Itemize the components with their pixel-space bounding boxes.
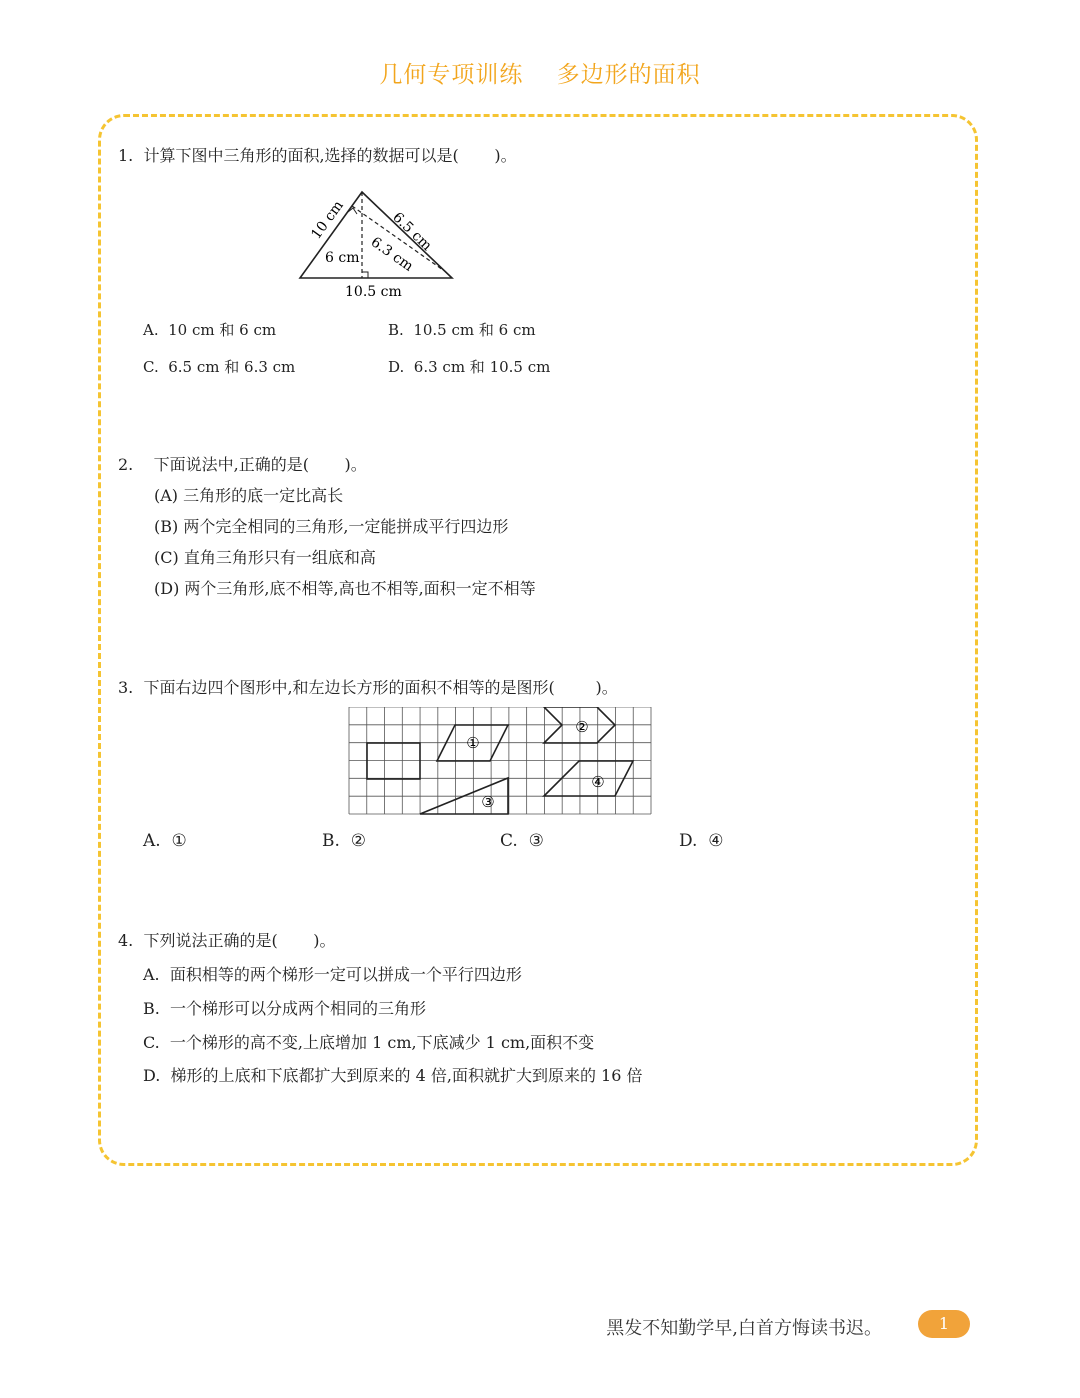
reference-rectangle xyxy=(367,743,420,779)
mark-3: ③ xyxy=(481,793,495,811)
q3-option-d: D. ④ xyxy=(679,831,724,851)
label-6cm: 6 cm xyxy=(325,250,360,266)
mark-2: ② xyxy=(575,718,589,736)
page-number-badge: 1 xyxy=(918,1310,970,1338)
label-10-5cm: 10.5 cm xyxy=(345,284,402,300)
triangle-figure xyxy=(290,184,470,304)
question-2-stem: 2. 下面说法中,正确的是( )。 xyxy=(118,455,367,474)
q1-option-d: D. 6.3 cm 和 10.5 cm xyxy=(388,358,551,376)
mark-4: ④ xyxy=(591,773,605,791)
q1-option-b: B. 10.5 cm 和 6 cm xyxy=(388,321,536,339)
label-6-5cm: 6.5 cm xyxy=(389,209,435,255)
label-6-3cm: 6.3 cm xyxy=(367,234,417,275)
q3-option-b: B. ② xyxy=(322,831,366,851)
right-angle-mark-bottom xyxy=(362,272,368,278)
q2-option-d: (D) 两个三角形,底不相等,高也不相等,面积一定不相等 xyxy=(154,579,536,598)
q4-option-d: D. 梯形的上底和下底都扩大到原来的 4 倍,面积就扩大到原来的 16 倍 xyxy=(143,1066,643,1085)
label-10cm: 10 cm xyxy=(308,197,347,243)
q2-option-c: (C) 直角三角形只有一组底和高 xyxy=(154,548,376,567)
q4-option-b: B. 一个梯形可以分成两个相同的三角形 xyxy=(143,999,427,1018)
q4-option-c: C. 一个梯形的高不变,上底增加 1 cm,下底减少 1 cm,面积不变 xyxy=(143,1033,595,1052)
grid-figure xyxy=(348,707,654,817)
q1-option-a: A. 10 cm 和 6 cm xyxy=(143,321,277,339)
question-4-stem: 4. 下列说法正确的是( )。 xyxy=(118,931,336,950)
q3-option-a: A. ① xyxy=(143,831,187,851)
q2-option-b: (B) 两个完全相同的三角形,一定能拼成平行四边形 xyxy=(154,517,509,536)
mark-1: ① xyxy=(466,734,480,752)
page-title: 几何专项训练 多边形的面积 xyxy=(379,62,701,88)
q2-option-a: (A) 三角形的底一定比高长 xyxy=(154,486,344,505)
footer-motto: 黑发不知勤学早,白首方悔读书迟。 xyxy=(606,1318,882,1339)
q4-option-a: A. 面积相等的两个梯形一定可以拼成一个平行四边形 xyxy=(143,965,522,984)
q1-option-c: C. 6.5 cm 和 6.3 cm xyxy=(143,358,296,376)
question-3-stem: 3. 下面右边四个图形中,和左边长方形的面积不相等的是图形( )。 xyxy=(118,678,618,697)
q3-option-c: C. ③ xyxy=(500,831,544,851)
question-1-stem: 1. 计算下图中三角形的面积,选择的数据可以是( )。 xyxy=(118,146,517,165)
